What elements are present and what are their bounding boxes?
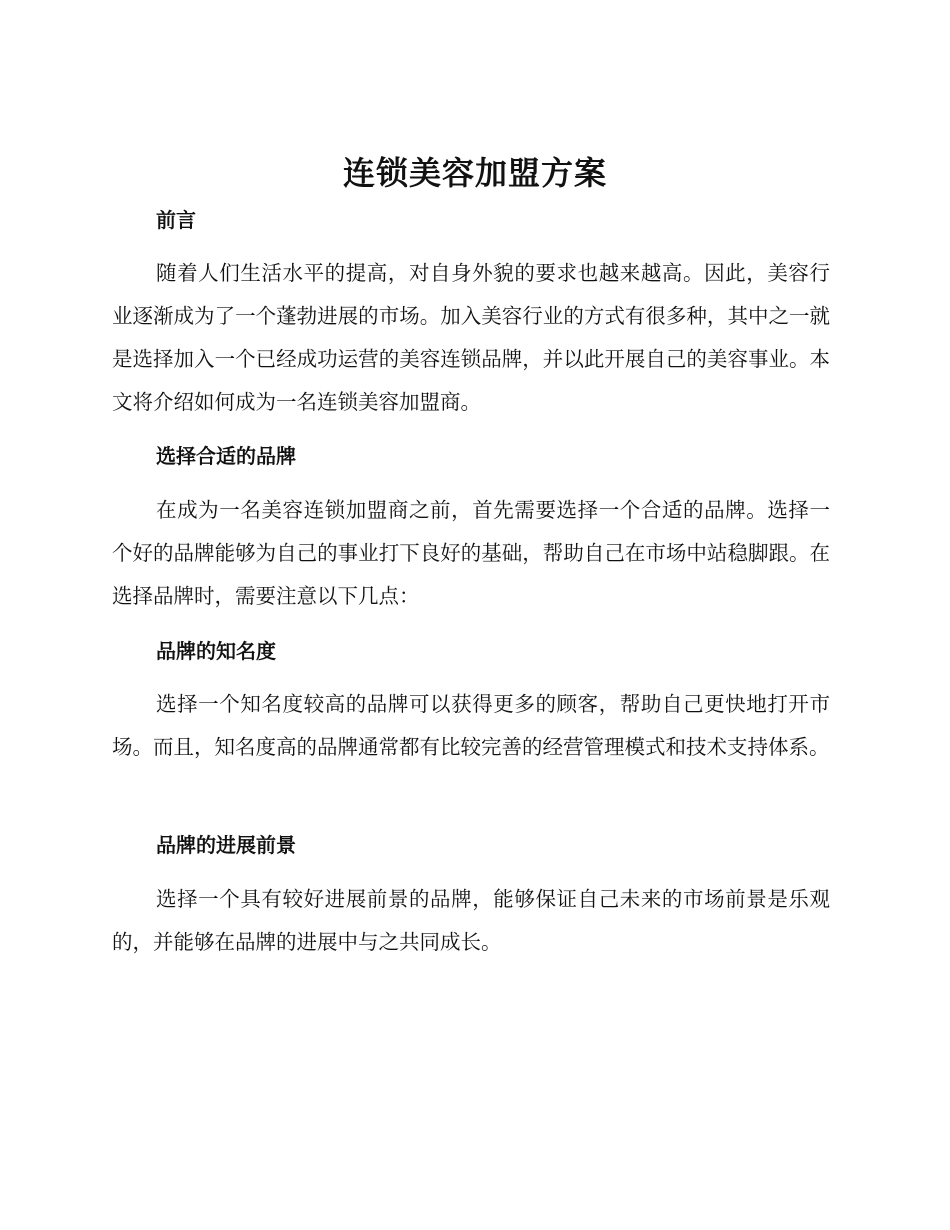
section-heading-preface: 前言: [156, 208, 196, 232]
section-paragraph-preface: 随着人们生活水平的提高，对自身外貌的要求也越来越高。因此，美容行业逐渐成为了一个蓬勃进展的市场。加入美容行业的方式有很多种，其中之一就是选择加入一个已经成功运营的美容连锁品牌，并以此开展自己的美容事业。本文将介绍如何成为一名连锁美容加盟商。: [112, 261, 830, 414]
section-paragraph-brand-prospects: 选择一个具有较好进展前景的品牌，能够保证自己未来的市场前景是乐观的，并能够在品牌的进展中与之共同成长。: [112, 887, 830, 954]
section-paragraph-brand-awareness: 选择一个知名度较高的品牌可以获得更多的顾客，帮助自己更快地打开市场。而且，知名度高的品牌通常都有比较完善的经营管理模式和技术支持体系。: [112, 692, 830, 759]
section-heading-choose-brand: 选择合适的品牌: [156, 444, 296, 468]
section-heading-brand-awareness: 品牌的知名度: [156, 639, 276, 663]
section-heading-brand-prospects: 品牌的进展前景: [156, 833, 296, 857]
document-title: 连锁美容加盟方案: [342, 154, 607, 192]
section-paragraph-choose-brand: 在成为一名美容连锁加盟商之前，首先需要选择一个合适的品牌。选择一个好的品牌能够为自己的事业打下良好的基础，帮助自己在市场中站稳脚跟。在选择品牌时，需要注意以下几点：: [112, 498, 830, 608]
